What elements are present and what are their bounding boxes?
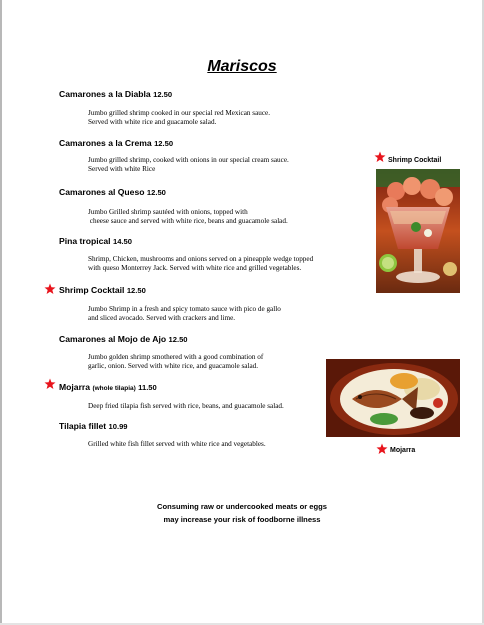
item-price: 12.50 [146, 188, 166, 197]
page-left-border [0, 0, 2, 625]
item-title: Tilapia fillet [59, 421, 107, 431]
item-title: Camarones al Queso [59, 187, 145, 197]
item-price: 12.50 [126, 286, 146, 295]
star-icon [376, 443, 388, 455]
shrimp-cocktail-image [376, 169, 460, 293]
description-line: Jumbo golden shrimp smothered with a good combination of [88, 353, 264, 361]
description-line: Grilled white fish fillet served with white rice and vegetables. [88, 440, 266, 448]
item-price: 11.50 [138, 383, 157, 392]
item-subtitle: (whole tilapia) [92, 385, 136, 392]
description-line: Jumbo grilled shrimp, cooked with onions in our special cream sauce. [88, 156, 289, 164]
food-safety-notice [0, 500, 484, 526]
notice-line: Consuming raw or undercooked meats or eggs [156, 502, 328, 511]
menu-item-name [59, 382, 157, 392]
shrimp-cocktail-photo [376, 169, 460, 293]
menu-item-name [59, 285, 146, 295]
mojarra-photo [326, 359, 460, 437]
item-title: Camarones a la Crema [59, 138, 152, 148]
item-price: 14.50 [112, 237, 132, 246]
description-line: Deep fried tilapia fish served with rice, beans, and guacamole salad. [88, 402, 284, 410]
item-price: 10.99 [108, 422, 128, 431]
item-title: Mojarra [59, 382, 91, 392]
description-line: garlic, onion. Served with white rice, and guacamole salad. [88, 362, 259, 371]
item-title: Camarones al Mojo de Ajo [59, 334, 167, 344]
description-line: Served with white rice and guacamole salad. [88, 118, 217, 127]
notice-line: may increase your risk of foodborne illness [163, 515, 321, 524]
star-icon [44, 283, 56, 295]
menu-item-description [88, 255, 388, 274]
item-price: 12.50 [168, 335, 188, 344]
menu-item-description [88, 109, 388, 128]
description-line: cheese sauce and served with white rice, beans and guacamole salad. [88, 217, 288, 226]
photo-caption: Shrimp Cocktail [388, 157, 442, 164]
menu-item-name [59, 236, 132, 246]
menu-item-description [88, 305, 388, 324]
page-title: Mariscos [207, 58, 277, 75]
description-line: Jumbo Shrimp in a fresh and spicy tomato sauce with pico de gallo [88, 305, 281, 313]
star-icon [374, 151, 386, 163]
description-line: and sliced avocado. Served with crackers and lime. [88, 314, 236, 323]
description-line: Jumbo grilled shrimp cooked in our special red Mexican sauce. [88, 109, 271, 117]
menu-item-name [59, 334, 188, 344]
mojarra-image [326, 359, 460, 437]
item-price: 12.50 [153, 90, 173, 99]
menu-item-description [88, 440, 388, 449]
description-line: Shrimp, Chicken, mushrooms and onions served on a pineapple wedge topped [88, 255, 314, 263]
menu-item-name [59, 89, 172, 99]
description-line: Jumbo Grilled shrimp sautéed with onions, topped with [88, 208, 248, 216]
item-title: Shrimp Cocktail [59, 285, 125, 295]
item-title: Camarones a la Diabla [59, 89, 151, 99]
menu-item-description [88, 156, 388, 175]
menu-item-name [59, 421, 128, 431]
menu-item-description [88, 208, 388, 227]
description-line: Served with white Rice [88, 165, 156, 174]
menu-item-name [59, 138, 173, 148]
description-line: with queso Monterrey Jack. Served with white rice and grilled vegetables. [88, 264, 302, 273]
photo-caption: Mojarra [390, 447, 416, 454]
menu-item-name [59, 187, 166, 197]
item-title: Pina tropical [59, 236, 111, 246]
star-icon [44, 378, 56, 390]
item-price: 12.50 [154, 139, 174, 148]
